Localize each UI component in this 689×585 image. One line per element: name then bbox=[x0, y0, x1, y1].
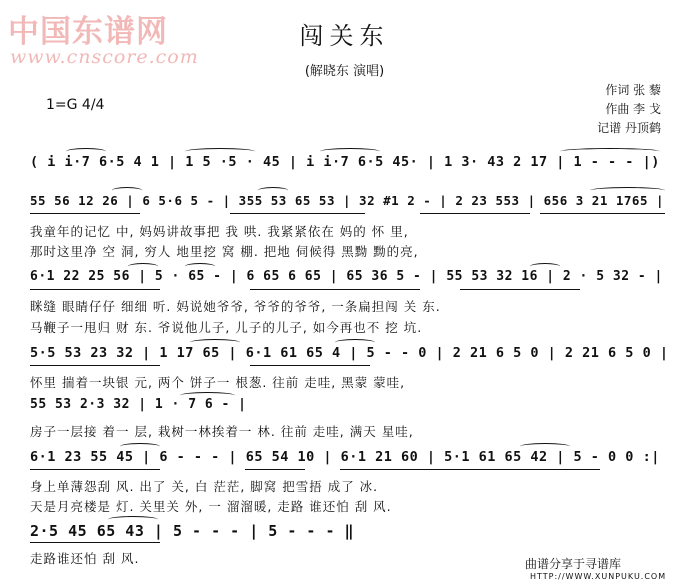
beam-underline bbox=[245, 469, 305, 470]
share-caption: 曲谱分享于寻谱库 bbox=[525, 557, 622, 571]
beam-underline bbox=[420, 213, 530, 214]
beam-underline bbox=[460, 289, 580, 290]
share-url[interactable]: HTTP://WWW.XUNPUKU.COM bbox=[530, 572, 667, 581]
slur-mark bbox=[335, 339, 375, 346]
beam-underline bbox=[30, 469, 160, 470]
slur-mark bbox=[530, 263, 560, 270]
lyric-verse-1: 眯缝 眼睛仔仔 细细 听. 妈说她爷爷, 爷爷的爷爷, 一条扁担闯 关 东. bbox=[30, 299, 441, 314]
slur-mark bbox=[112, 187, 142, 194]
lyric-verse-1: 怀里 揣着一块银 元, 两个 饼子一 根葱. 往前 走哇, 黑蒙 蒙哇, bbox=[30, 375, 406, 390]
composer-credit: 作曲 李 戈 bbox=[605, 102, 661, 116]
song-performer: (解晓东 演唱) bbox=[304, 64, 385, 79]
transcriber-credit: 记谱 丹顶鹤 bbox=[597, 121, 661, 135]
beam-underline bbox=[250, 289, 420, 290]
slur-mark bbox=[180, 392, 235, 399]
lyric-verse-1: 身上单薄怨刮 风. 出了 关, 白 茫茫, 脚窝 把雪捂 成了 冰. bbox=[30, 479, 379, 494]
notation: 6·1 23 55 45 | 6 - - - | 65 54 10 | 6·1 21 60 | 5·1 61 65 42 | 5 - 0 0 :| bbox=[30, 449, 660, 465]
beam-underline bbox=[340, 469, 600, 470]
lyric-verse-1: 我童年的记忆 中, 妈妈讲故事把 我 哄. 我紧紧依在 妈的 怀 里, bbox=[30, 224, 409, 239]
slur-mark bbox=[108, 516, 158, 523]
beam-underline bbox=[250, 365, 370, 366]
slur-mark bbox=[185, 263, 215, 270]
score-line-4 bbox=[30, 345, 672, 375]
beam-underline bbox=[30, 365, 160, 366]
slur-mark bbox=[560, 148, 660, 155]
slur-mark bbox=[185, 148, 255, 155]
notation: 55 53 2·3 32 | 1 · 7 6 - | bbox=[30, 397, 247, 412]
beam-underline bbox=[30, 542, 160, 543]
watermark-site-url: www.cnscore.com bbox=[10, 46, 199, 68]
notation: ( i i·7 6·5 4 1 | 1 5 ·5 · 45 | i i·7 6·5 45· | 1 3· 43 2 17 | 1 - - - |) bbox=[30, 154, 660, 170]
beam-underline bbox=[540, 213, 665, 214]
beam-underline bbox=[30, 289, 160, 290]
notation: 6·1 22 25 56 | 5 · 65 - | 6 65 6 65 | 65 36 5 - | 55 53 32 16 | 2 · 5 32 - | bbox=[30, 269, 663, 284]
score-line-6 bbox=[30, 449, 672, 479]
notation: 5·5 53 23 32 | 1 17 65 | 6·1 61 65 4 | 5 - - 0 | 2 21 6 5 0 | 2 21 6 5 0 | bbox=[30, 345, 669, 361]
lyric-ending: 走路谁还怕 刮 风. bbox=[30, 551, 140, 566]
lyric-verse-2: 马鞭子一甩归 财 东. 爷说他儿子, 儿子的儿子, 如今再也不 挖 坑. bbox=[30, 320, 423, 335]
lyric-verse-2: 那时这里净 空 洞, 穷人 地里挖 窝 棚. 把地 伺候得 黑黝 黝的亮, bbox=[30, 244, 419, 259]
slur-mark bbox=[320, 148, 380, 155]
key-time-signature: 1=G 4/4 bbox=[46, 97, 105, 113]
slur-mark bbox=[520, 443, 570, 450]
score-line-7 bbox=[30, 522, 672, 552]
slur-mark bbox=[258, 187, 288, 194]
score-line-3 bbox=[30, 269, 672, 299]
beam-underline bbox=[230, 213, 365, 214]
score-line-2 bbox=[30, 193, 672, 223]
lyric-verse-2: 天是月亮楼是 灯. 关里关 外, 一 溜溜暖, 走路 谁还怕 刮 风. bbox=[30, 499, 392, 514]
slur-mark bbox=[128, 263, 158, 270]
notation: 55 56 12 26 | 6 5·6 5 - | 355 53 65 53 | 32 #1 2 - | 2 23 553 | 656 3 21 1765 | bbox=[30, 193, 665, 208]
lyricist-credit: 作词 张 藜 bbox=[605, 83, 661, 97]
slur-mark bbox=[66, 148, 106, 155]
beam-underline bbox=[30, 213, 140, 214]
slur-mark bbox=[120, 443, 160, 450]
notation: 2·5 45 65 43 | 5 - - - | 5 - - - ‖ bbox=[30, 522, 355, 540]
lyric-verse-2: 房子一层接 着一 层, 栽树一林挨着一 林. 往前 走哇, 满天 星哇, bbox=[30, 424, 414, 439]
slur-mark bbox=[590, 187, 665, 194]
watermark-site-name: 中国东谱网 bbox=[8, 14, 168, 50]
slur-mark bbox=[190, 339, 240, 346]
song-title: 闯关东 bbox=[299, 22, 390, 50]
score-line-1 bbox=[30, 154, 672, 184]
